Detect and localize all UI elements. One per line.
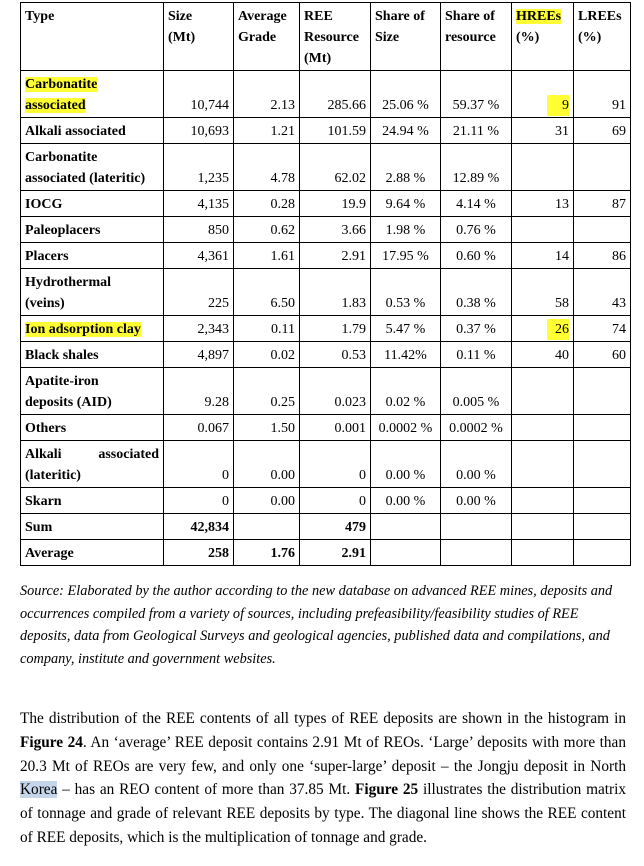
- cell-share-resource: 0.60 %: [441, 243, 512, 269]
- cell-lrees: [574, 441, 631, 488]
- cell-resource: 479: [300, 514, 371, 540]
- cell-type: Others: [21, 415, 164, 441]
- cell-grade: 0.00: [234, 488, 300, 514]
- cell-hrees: [512, 144, 574, 191]
- table-row: [21, 118, 631, 144]
- cell-lrees: [574, 540, 631, 566]
- cell-lrees: 91: [574, 71, 631, 118]
- cell-size: 4,897: [164, 342, 234, 368]
- cell-type: Average: [21, 540, 164, 566]
- cell-size: 42,834: [164, 514, 234, 540]
- cell-hrees: [512, 217, 574, 243]
- cell-grade: 1.21: [234, 118, 300, 144]
- cell-resource: 0.53: [300, 342, 371, 368]
- header-grade: Average Grade: [234, 3, 300, 71]
- cell-share-resource: [441, 540, 512, 566]
- cell-share-resource: 0.37 %: [441, 316, 512, 342]
- header-size: Size (Mt): [164, 3, 234, 71]
- cell-resource: 0.001: [300, 415, 371, 441]
- cell-share-size: 0.02 %: [371, 368, 441, 415]
- cell-type: Alkali associated: [21, 118, 164, 144]
- cell-size: 225: [164, 269, 234, 316]
- cell-share-size: 1.98 %: [371, 217, 441, 243]
- ree-deposit-table-container: [20, 2, 630, 566]
- cell-type: Ion adsorption clay: [21, 316, 164, 342]
- cell-share-size: 5.47 %: [371, 316, 441, 342]
- cell-type: Alkali associated (lateritic): [21, 441, 164, 488]
- cell-resource: 3.66: [300, 217, 371, 243]
- cell-resource: 101.59: [300, 118, 371, 144]
- table-row: [21, 540, 631, 566]
- cell-hrees: [512, 514, 574, 540]
- cell-share-resource: 4.14 %: [441, 191, 512, 217]
- cell-lrees: [574, 217, 631, 243]
- table-row: [21, 217, 631, 243]
- cell-type: Placers: [21, 243, 164, 269]
- cell-share-resource: 0.005 %: [441, 368, 512, 415]
- cell-share-resource: [441, 514, 512, 540]
- cell-share-size: 9.64 %: [371, 191, 441, 217]
- ree-deposit-table: [20, 2, 631, 566]
- cell-resource: 2.91: [300, 243, 371, 269]
- cell-type: Black shales: [21, 342, 164, 368]
- table-source-note: Source: Elaborated by the author according to the new database on advanced REE mines, deposits and occurrences compiled from a variety of sources, including prefeasibility/feasibility studies of REE deposits, data from Geological Surveys and geological agencies, published data and compilations, and company, institute and government websites.: [20, 583, 613, 667]
- cell-grade: [234, 514, 300, 540]
- cell-resource: 285.66: [300, 71, 371, 118]
- cell-share-size: 25.06 %: [371, 71, 441, 118]
- header-lrees: LREEs (%): [574, 3, 631, 71]
- cell-share-resource: 0.00 %: [441, 441, 512, 488]
- cell-type: Carbonatite associated: [21, 71, 164, 118]
- cell-hrees: 13: [512, 191, 574, 217]
- cell-size: 9.28: [164, 368, 234, 415]
- cell-share-resource: 0.0002 %: [441, 415, 512, 441]
- cell-size: 0: [164, 488, 234, 514]
- cell-resource: 1.79: [300, 316, 371, 342]
- cell-size: 0: [164, 441, 234, 488]
- table-row: [21, 368, 631, 415]
- cell-share-resource: 0.11 %: [441, 342, 512, 368]
- header-type: Type: [21, 3, 164, 71]
- cell-resource: 62.02: [300, 144, 371, 191]
- cell-type: Skarn: [21, 488, 164, 514]
- cell-hrees: [512, 540, 574, 566]
- cell-share-size: 0.00 %: [371, 488, 441, 514]
- table-header-row: [21, 3, 631, 71]
- cell-share-resource: 59.37 %: [441, 71, 512, 118]
- cell-type: Paleoplacers: [21, 217, 164, 243]
- cell-grade: 0.02: [234, 342, 300, 368]
- cell-lrees: 43: [574, 269, 631, 316]
- cell-share-size: 2.88 %: [371, 144, 441, 191]
- cell-grade: 0.00: [234, 441, 300, 488]
- cell-size: 850: [164, 217, 234, 243]
- cell-share-size: 11.42%: [371, 342, 441, 368]
- cell-resource: 1.83: [300, 269, 371, 316]
- cell-hrees: [512, 415, 574, 441]
- table-row: [21, 269, 631, 316]
- cell-lrees: [574, 415, 631, 441]
- cell-hrees: 14: [512, 243, 574, 269]
- cell-resource: 0: [300, 488, 371, 514]
- cell-share-size: [371, 514, 441, 540]
- cell-grade: 1.76: [234, 540, 300, 566]
- cell-hrees: 9: [512, 71, 574, 118]
- cell-lrees: [574, 488, 631, 514]
- cell-size: 2,343: [164, 316, 234, 342]
- table-row: [21, 488, 631, 514]
- cell-grade: 2.13: [234, 71, 300, 118]
- cell-grade: 1.61: [234, 243, 300, 269]
- table-row: [21, 514, 631, 540]
- cell-grade: 0.28: [234, 191, 300, 217]
- cell-size: 4,361: [164, 243, 234, 269]
- cell-share-resource: 0.76 %: [441, 217, 512, 243]
- cell-grade: 6.50: [234, 269, 300, 316]
- table-row: [21, 415, 631, 441]
- cell-lrees: 87: [574, 191, 631, 217]
- cell-lrees: 60: [574, 342, 631, 368]
- table-row: [21, 441, 631, 488]
- header-hrees: HREEs (%): [512, 3, 574, 71]
- cell-hrees: 26: [512, 316, 574, 342]
- cell-lrees: [574, 514, 631, 540]
- table-row: [21, 144, 631, 191]
- cell-share-resource: 21.11 %: [441, 118, 512, 144]
- cell-share-size: 0.0002 %: [371, 415, 441, 441]
- cell-share-resource: 12.89 %: [441, 144, 512, 191]
- selected-text-korea[interactable]: Korea: [20, 781, 58, 799]
- cell-size: 258: [164, 540, 234, 566]
- header-resource: REE Resource (Mt): [300, 3, 371, 71]
- cell-type: IOCG: [21, 191, 164, 217]
- cell-share-size: 0.00 %: [371, 441, 441, 488]
- cell-share-size: [371, 540, 441, 566]
- cell-lrees: [574, 368, 631, 415]
- cell-share-size: 24.94 %: [371, 118, 441, 144]
- cell-resource: 0.023: [300, 368, 371, 415]
- cell-share-resource: 0.38 %: [441, 269, 512, 316]
- cell-lrees: 86: [574, 243, 631, 269]
- cell-lrees: 74: [574, 316, 631, 342]
- cell-hrees: [512, 488, 574, 514]
- figure-25-reference: Figure 25: [354, 781, 419, 799]
- cell-size: 10,744: [164, 71, 234, 118]
- cell-size: 10,693: [164, 118, 234, 144]
- figure-24-reference: Figure 24: [20, 733, 83, 751]
- cell-grade: 1.50: [234, 415, 300, 441]
- cell-hrees: [512, 441, 574, 488]
- cell-resource: 2.91: [300, 540, 371, 566]
- table-row: [21, 316, 631, 342]
- cell-resource: 0: [300, 441, 371, 488]
- cell-type: Hydrothermal (veins): [21, 269, 164, 316]
- header-share-resource: Share of resource: [441, 3, 512, 71]
- cell-resource: 19.9: [300, 191, 371, 217]
- cell-share-resource: 0.00 %: [441, 488, 512, 514]
- cell-share-size: 0.53 %: [371, 269, 441, 316]
- cell-size: 1,235: [164, 144, 234, 191]
- header-share-size: Share of Size: [371, 3, 441, 71]
- cell-share-size: 17.95 %: [371, 243, 441, 269]
- cell-type: Sum: [21, 514, 164, 540]
- cell-hrees: 40: [512, 342, 574, 368]
- table-row: [21, 243, 631, 269]
- cell-hrees: [512, 368, 574, 415]
- cell-type: Carbonatite associated (lateritic): [21, 144, 164, 191]
- table-row: [21, 342, 631, 368]
- cell-hrees: 31: [512, 118, 574, 144]
- cell-hrees: 58: [512, 269, 574, 316]
- cell-grade: 0.62: [234, 217, 300, 243]
- cell-lrees: 69: [574, 118, 631, 144]
- cell-grade: 4.78: [234, 144, 300, 191]
- cell-grade: 0.11: [234, 316, 300, 342]
- table-body: [21, 71, 631, 566]
- cell-lrees: [574, 144, 631, 191]
- body-paragraph: The distribution of the REE contents of all types of REE deposits are shown in the histogram in Figure 24. An ‘average’ REE deposit contains 2.91 Mt of REOs. ‘Large’ deposits with more than 20.3 Mt of REOs are very few, and only one ‘super-large’ deposit – the Jongju deposit in North Korea – has an REO content of more than 37.85 Mt. Figure 25 illustrates the distribution matrix of tonnage and grade of relevant REE deposits by type. The diagonal line shows the REE content of REE deposits, which is the multiplication of tonnage and grade.: [20, 710, 627, 846]
- table-row: [21, 191, 631, 217]
- cell-size: 0.067: [164, 415, 234, 441]
- cell-size: 4,135: [164, 191, 234, 217]
- table-row: [21, 71, 631, 118]
- cell-type: Apatite-iron deposits (AID): [21, 368, 164, 415]
- cell-grade: 0.25: [234, 368, 300, 415]
